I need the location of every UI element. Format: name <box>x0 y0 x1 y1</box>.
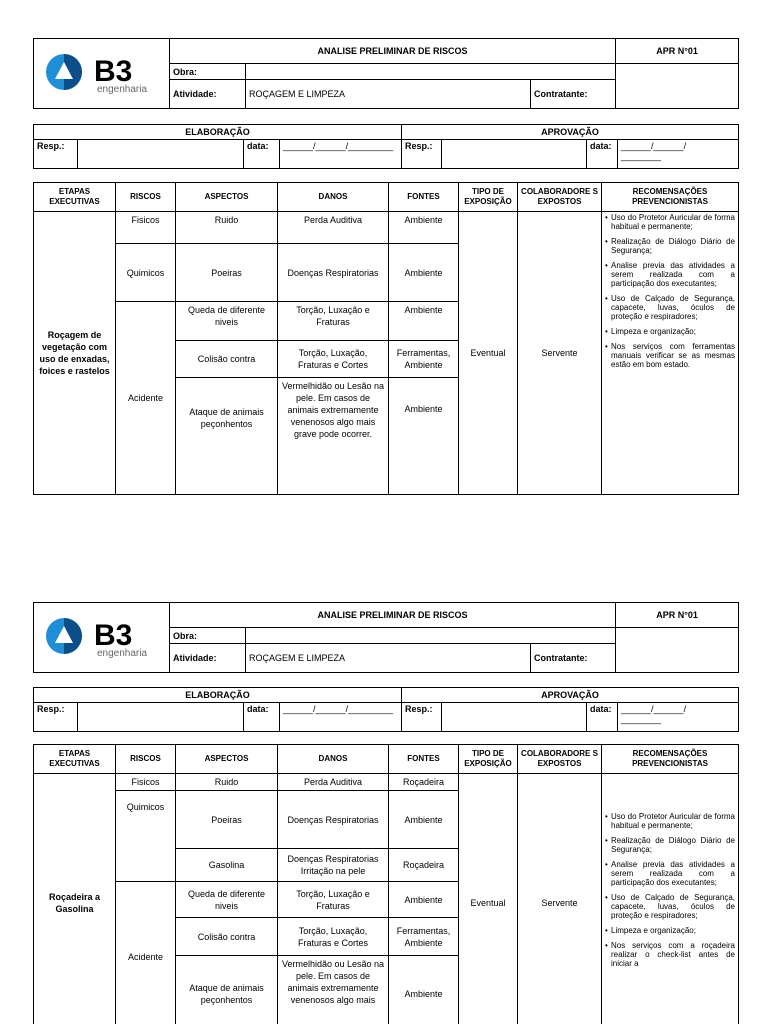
aspecto-cell: Ruido <box>176 212 278 244</box>
date-field[interactable] <box>618 703 739 732</box>
fonte-cell: Ambiente <box>389 212 459 244</box>
date-field[interactable]: ______/______/_________ <box>280 140 402 169</box>
header-table <box>33 38 739 109</box>
list-item: • Analise previa das atividades a serem realizada com a participação dos executantes; <box>605 860 735 887</box>
dano-cell: Vermelhidão ou Lesão na pele. Em casos de animais extremamente venenosos algo mais grave pode ocorrer. <box>278 378 389 495</box>
fonte-cell: Ambiente <box>389 791 459 849</box>
col-riscos: RISCOS <box>116 745 176 774</box>
aspecto-cell: Ataque de animais peçonhentos <box>176 956 278 1024</box>
atividade-label: Atividade: <box>170 644 246 673</box>
fonte-cell: Ambiente <box>389 244 459 302</box>
apr-number: APR N°01 <box>616 39 739 64</box>
fonte-cell: Ferramentas, Ambiente <box>389 341 459 378</box>
list-item: • Nos serviços com a roçadeira realizar o check-list antes de iniciar a <box>605 941 735 968</box>
resp-field[interactable] <box>442 703 587 732</box>
fonte-cell: Ferramentas, Ambiente <box>389 918 459 956</box>
exposicao-cell: Eventual <box>459 774 518 1024</box>
logo-cell <box>34 603 170 673</box>
dano-cell: Vermelhidão ou Lesão na pele. Em casos de animais extremamente venenosos algo mais <box>278 956 389 1024</box>
logo-text: B3 <box>94 55 133 88</box>
aprovacao-heading: APROVAÇÃO <box>402 125 739 140</box>
elaboracao-heading: ELABORAÇÃO <box>34 688 402 703</box>
date-field[interactable] <box>618 140 739 169</box>
logo-subtext: engenharia <box>97 84 148 95</box>
atividade-value: ROÇAGEM E LIMPEZA <box>246 80 531 109</box>
col-fontes: FONTES <box>389 183 459 212</box>
dano-cell: Torção, Luxação, Fraturas e Cortes <box>278 918 389 956</box>
aprovacao-heading: APROVAÇÃO <box>402 688 739 703</box>
table-row <box>34 212 739 244</box>
obra-label: Obra: <box>170 64 246 80</box>
risco-cell: Fisicos <box>116 774 176 791</box>
etapa-cell: Roçagem de vegetação com uso de enxadas, foices e rastelos <box>34 212 116 495</box>
resp-field[interactable] <box>78 140 244 169</box>
colaboradores-cell: Servente <box>518 212 602 495</box>
data-label: data: <box>244 140 280 169</box>
header-table <box>33 602 739 673</box>
col-fontes: FONTES <box>389 745 459 774</box>
logo-cell <box>34 39 170 109</box>
fonte-cell: Roçadeira <box>389 849 459 882</box>
col-recomendacoes: RECOMENSAÇÕES PREVENCIONISTAS <box>602 745 739 774</box>
aspecto-cell: Queda de diferente niveis <box>176 882 278 918</box>
dano-cell: Torção, Luxação, Fraturas e Cortes <box>278 341 389 378</box>
obra-value[interactable] <box>246 628 616 644</box>
col-etapas: ETAPAS EXECUTIVAS <box>34 745 116 774</box>
col-danos: DANOS <box>278 745 389 774</box>
resp-field[interactable] <box>78 703 244 732</box>
list-item: • Analise previa das atividades a serem realizada com a participação dos executantes; <box>605 261 735 288</box>
aspecto-cell: Ataque de animais peçonhentos <box>176 378 278 495</box>
resp-label: Resp.: <box>34 703 78 732</box>
contratante-label: Contratante: <box>531 80 616 109</box>
dano-cell: Doenças Respiratorias <box>278 791 389 849</box>
aspecto-cell: Ruido <box>176 774 278 791</box>
apr-sheet-2 <box>33 602 738 1024</box>
dano-cell: Doenças Respiratorias Irritação na pele <box>278 849 389 882</box>
aspecto-cell: Queda de diferente niveis <box>176 302 278 341</box>
b3-logo-icon <box>44 614 164 659</box>
dano-cell: Perda Auditiva <box>278 212 389 244</box>
approval-table <box>33 124 739 169</box>
b3-logo-icon <box>44 50 164 95</box>
date-field[interactable]: ______/______/_________ <box>280 703 402 732</box>
atividade-label: Atividade: <box>170 80 246 109</box>
date-blank-a: ______/______/ <box>621 704 687 714</box>
list-item: • Uso do Protetor Auricular de forma habitual e permanente; <box>605 213 735 231</box>
dano-cell: Torção, Luxação e Fraturas <box>278 302 389 341</box>
contratante-label: Contratante: <box>531 644 616 673</box>
fonte-cell: Ambiente <box>389 378 459 495</box>
col-danos: DANOS <box>278 183 389 212</box>
aspecto-cell: Poeiras <box>176 244 278 302</box>
recomendacoes-cell <box>602 212 739 495</box>
etapa-cell: Roçadeira a Gasolina <box>34 774 116 1024</box>
obra-value[interactable] <box>246 64 616 80</box>
resp-field[interactable] <box>442 140 587 169</box>
col-riscos: RISCOS <box>116 183 176 212</box>
doc-title: ANALISE PRELIMINAR DE RISCOS <box>170 603 616 628</box>
list-item: • Limpeza e organização; <box>605 327 735 336</box>
dano-cell: Perda Auditiva <box>278 774 389 791</box>
fonte-cell: Ambiente <box>389 302 459 341</box>
contratante-spacer <box>616 628 739 673</box>
dano-cell: Doenças Respiratorias <box>278 244 389 302</box>
aspecto-cell: Poeiras <box>176 791 278 849</box>
list-item: • Uso de Calçado de Segurança, capacete, luvas, óculos de proteção e respiradores; <box>605 294 735 321</box>
doc-title: ANALISE PRELIMINAR DE RISCOS <box>170 39 616 64</box>
approval-table <box>33 687 739 732</box>
aspecto-cell: Gasolina <box>176 849 278 882</box>
risk-table <box>33 744 739 1024</box>
col-colaboradores: COLABORADORE S EXPOSTOS <box>518 745 602 774</box>
list-item: • Uso do Protetor Auricular de forma habitual e permanente; <box>605 812 735 830</box>
risco-cell: Fisicos <box>116 212 176 244</box>
col-exposicao: TIPO DE EXPOSIÇÃO <box>459 745 518 774</box>
col-etapas: ETAPAS EXECUTIVAS <box>34 183 116 212</box>
dano-cell: Torção, Luxação e Fraturas <box>278 882 389 918</box>
fonte-cell: Ambiente <box>389 956 459 1024</box>
apr-number: APR N°01 <box>616 603 739 628</box>
obra-label: Obra: <box>170 628 246 644</box>
data-label: data: <box>587 703 618 732</box>
risco-cell: Quimicos <box>116 244 176 302</box>
fonte-cell: Roçadeira <box>389 774 459 791</box>
exposicao-cell: Eventual <box>459 212 518 495</box>
apr-sheet-1 <box>33 38 738 495</box>
data-label: data: <box>244 703 280 732</box>
col-exposicao: TIPO DE EXPOSIÇÃO <box>459 183 518 212</box>
aspecto-cell: Colisão contra <box>176 918 278 956</box>
col-aspectos: ASPECTOS <box>176 183 278 212</box>
elaboracao-heading: ELABORAÇÃO <box>34 125 402 140</box>
table-row <box>34 774 739 791</box>
col-colaboradores: COLABORADORE S EXPOSTOS <box>518 183 602 212</box>
list-item: • Limpeza e organização; <box>605 926 735 935</box>
contratante-spacer <box>616 64 739 109</box>
list-item: • Realização de Diálogo Diário de Segurança; <box>605 836 735 854</box>
resp-label: Resp.: <box>402 703 442 732</box>
recomendacoes-cell <box>602 774 739 1024</box>
col-recomendacoes: RECOMENSAÇÕES PREVENCIONISTAS <box>602 183 739 212</box>
recommendation-list <box>605 213 735 369</box>
date-blank-b: ________ <box>621 714 662 724</box>
data-label: data: <box>587 140 618 169</box>
resp-label: Resp.: <box>34 140 78 169</box>
list-item: • Realização de Diálogo Diário de Segurança; <box>605 237 735 255</box>
col-aspectos: ASPECTOS <box>176 745 278 774</box>
aspecto-cell: Colisão contra <box>176 341 278 378</box>
list-item: • Uso de Calçado de Segurança, capacete, luvas, óculos de proteção e respiradores; <box>605 893 735 920</box>
atividade-value: ROÇAGEM E LIMPEZA <box>246 644 531 673</box>
recommendation-list <box>605 812 735 968</box>
risco-cell: Acidente <box>116 882 176 1024</box>
resp-label: Resp.: <box>402 140 442 169</box>
colaboradores-cell: Servente <box>518 774 602 1024</box>
logo-subtext: engenharia <box>97 648 148 659</box>
risk-table <box>33 182 739 495</box>
date-blank-b: ________ <box>621 151 662 161</box>
date-blank-a: ______/______/ <box>621 141 687 151</box>
list-item: • Nos serviços com ferramentas manuais verificar se as mesmas estão em bom estado. <box>605 342 735 369</box>
risco-cell: Quimicos <box>116 791 176 882</box>
logo-text: B3 <box>94 619 133 652</box>
risco-cell: Acidente <box>116 302 176 495</box>
fonte-cell: Ambiente <box>389 882 459 918</box>
